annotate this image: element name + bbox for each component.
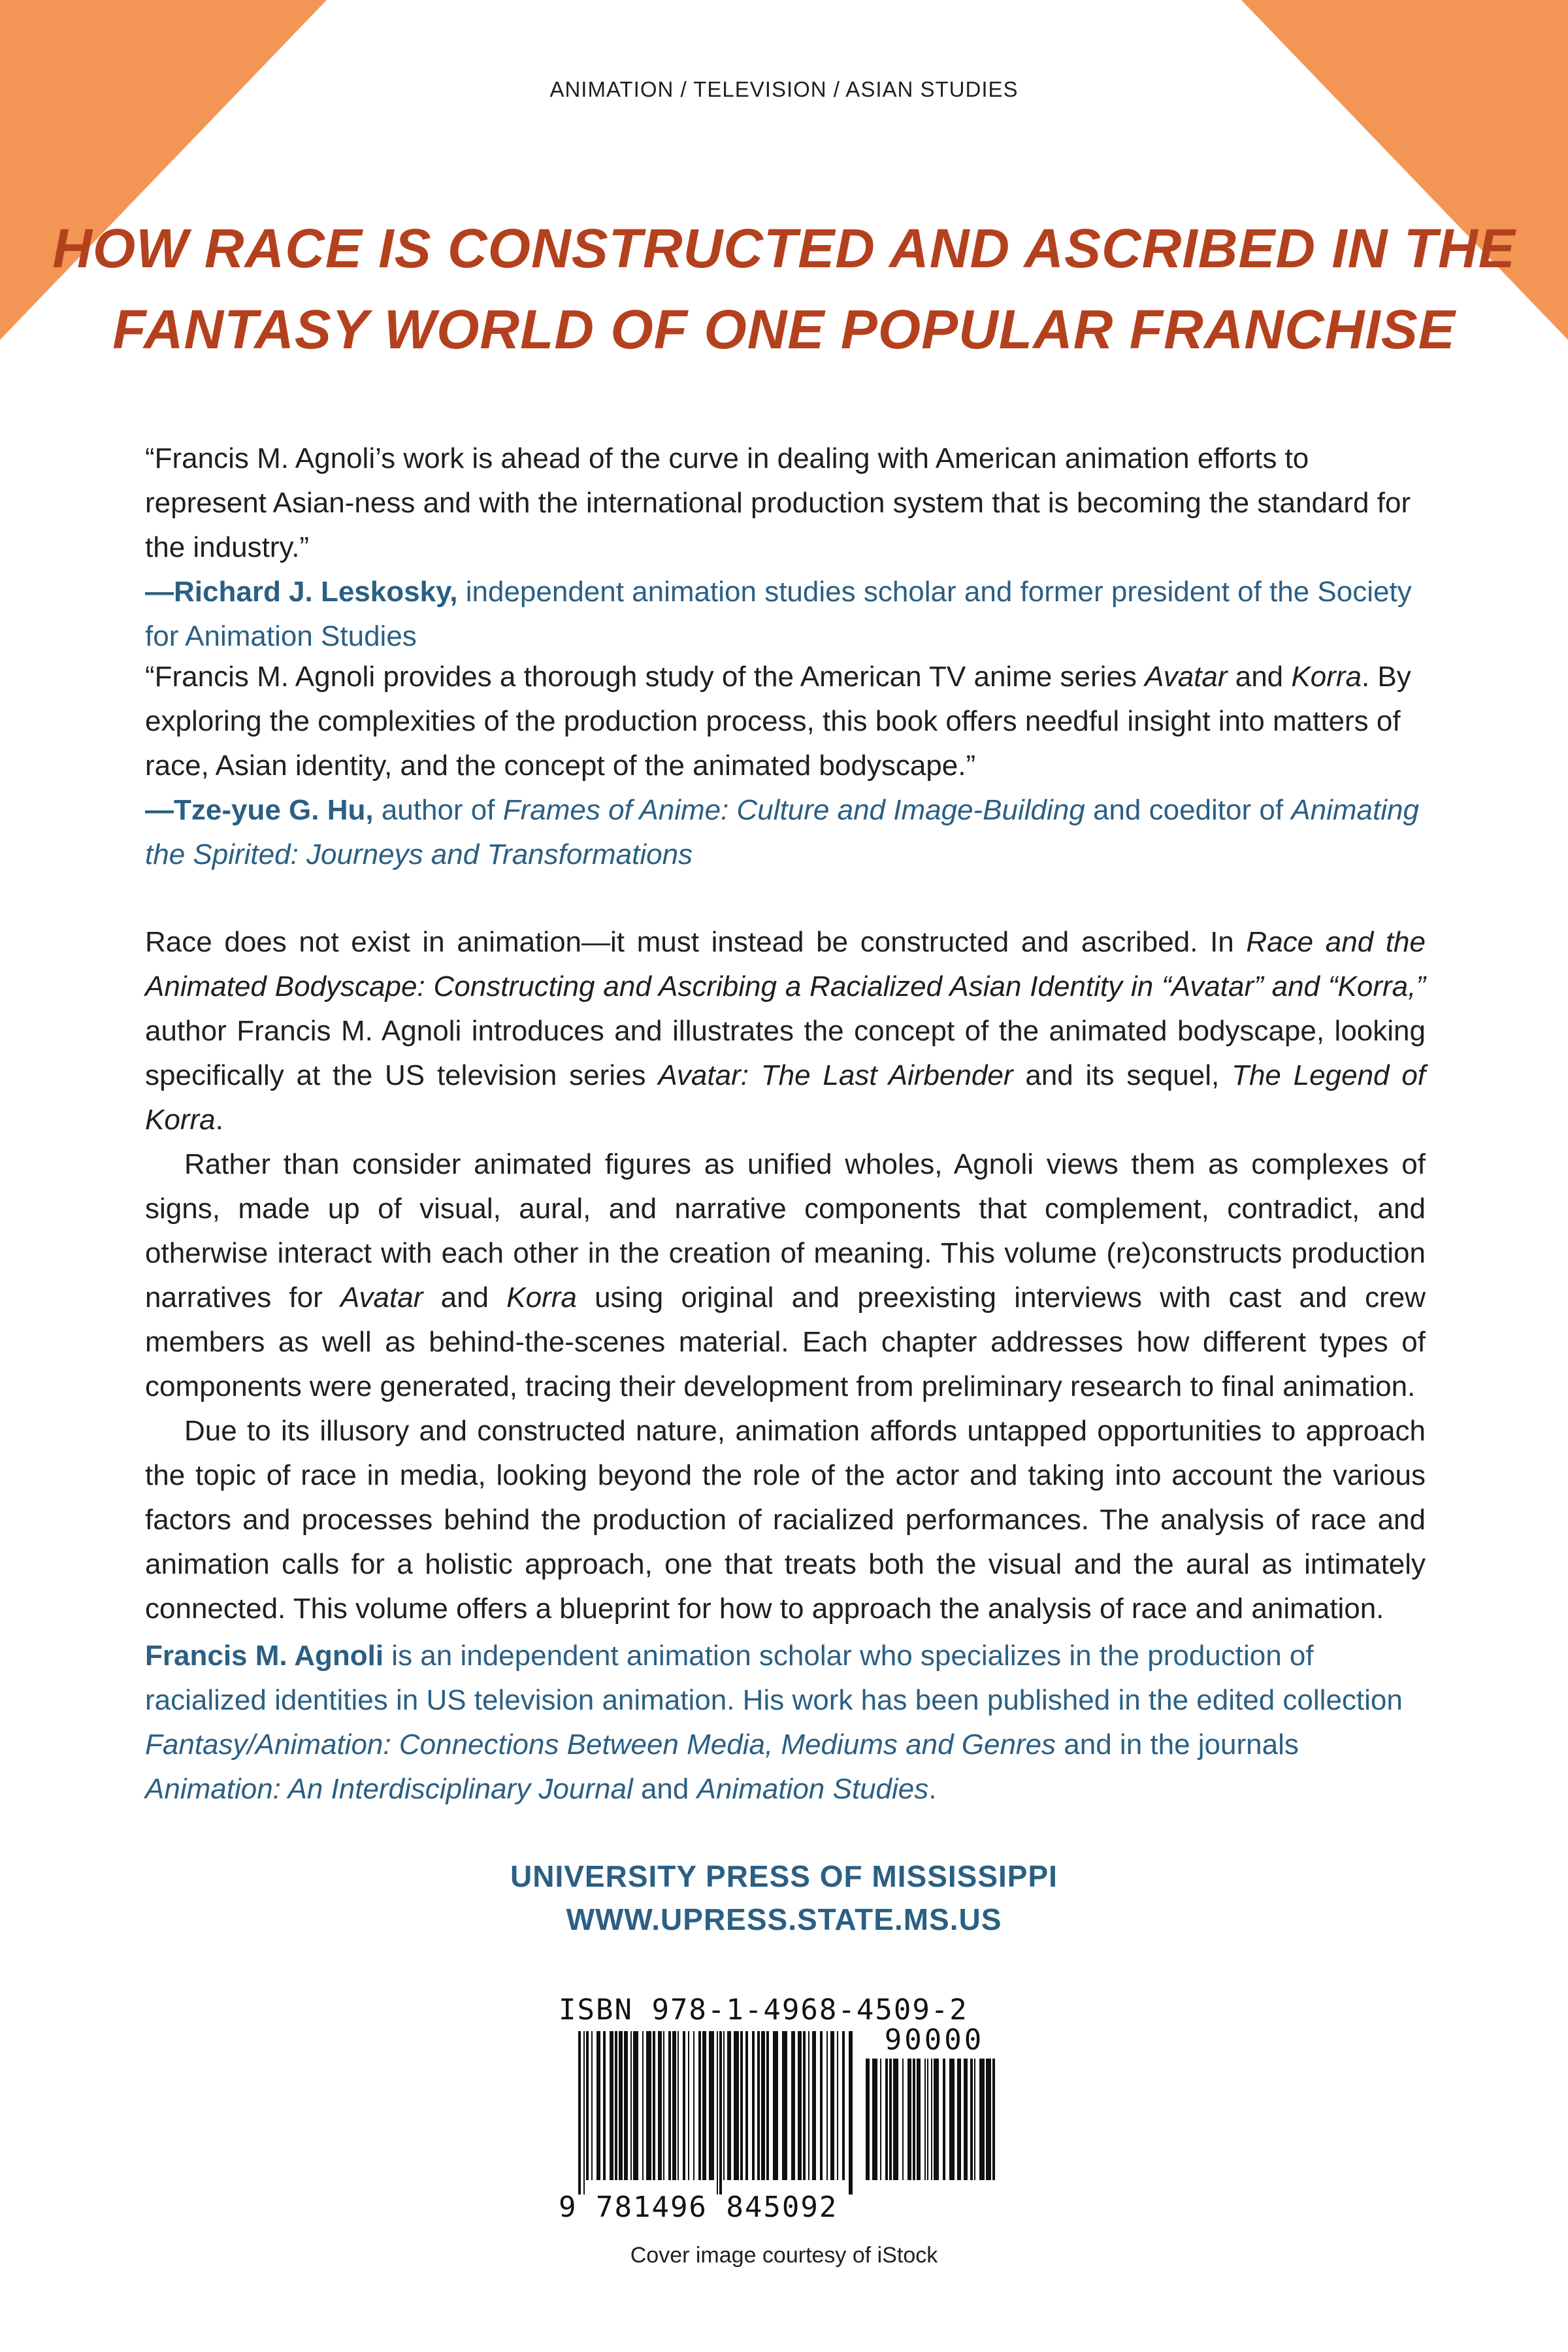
publisher-url[interactable]: WWW.UPRESS.STATE.MS.US — [566, 1902, 1002, 1936]
text: and — [632, 1773, 697, 1805]
barcode-bar — [872, 2059, 877, 2180]
headline — [0, 208, 1568, 370]
barcode-addon-bars — [866, 2059, 996, 2195]
journal-title: Animation Studies — [696, 1773, 929, 1805]
barcode-bar — [808, 2031, 809, 2180]
book-title: Fantasy/Animation: Connections Between Media, Mediums and Genres — [145, 1729, 1056, 1761]
barcode-bar — [957, 2059, 961, 2180]
barcode-bar — [578, 2031, 581, 2195]
barcode-bar — [586, 2031, 589, 2180]
barcode-bar — [745, 2031, 748, 2180]
barcode-bar — [709, 2031, 714, 2180]
endorsement-quote-2 — [145, 655, 1426, 877]
text: and in the journals — [1056, 1729, 1299, 1761]
barcode-bar — [885, 2059, 888, 2180]
description-paragraph-3: Due to its illusory and constructed nature, animation affords untapped opportunities to approach the topic of race in media, looking beyond the role of the actor and taking into account the various factors and processes behind the production of racialized performances. The analysis of race and animation calls for a holistic approach, one that treats both the visual and the aural as intimately connected. This volume offers a blueprint for how to approach the analysis of race and animation. — [145, 1415, 1426, 1625]
text: and — [423, 1282, 507, 1314]
barcode-bar — [672, 2031, 676, 2180]
barcode-bar — [615, 2031, 617, 2180]
barcode-bar — [719, 2031, 722, 2195]
barcode-bar — [812, 2031, 816, 2180]
barcode-bar — [880, 2059, 881, 2180]
barcode-bar — [683, 2031, 685, 2180]
quote-attribution — [145, 794, 1419, 870]
text: is an independent animation scholar who specializes in the production of racialized identities in US television animation. His work has been published in the edited collection — [145, 1640, 1403, 1716]
barcode-bar — [849, 2031, 853, 2195]
barcode-bar — [979, 2059, 985, 2180]
quote-attribution — [145, 576, 1412, 652]
barcode-digits: 9 781496 845092 — [559, 2191, 838, 2224]
barcode-bar — [624, 2031, 628, 2180]
series-title: Avatar — [340, 1282, 423, 1314]
barcode-bar — [830, 2031, 834, 2180]
barcode-bar — [924, 2059, 926, 2180]
attribution-name: —Tze-yue G. Hu, — [145, 794, 374, 826]
barcode-bar — [603, 2031, 606, 2180]
author-name: Francis M. Agnoli — [145, 1640, 384, 1672]
series-title: The Legend of Korra — [145, 1059, 1426, 1136]
headline-line-2: FANTASY WORLD OF ONE POPULAR FRANCHISE — [112, 299, 1456, 360]
book-title: Frames of Anime: Culture and Image-Building — [502, 794, 1085, 826]
barcode-bar — [668, 2031, 671, 2180]
author-bio — [145, 1634, 1426, 1812]
quote-text: . By exploring the complexities of the production process, this book offers needful insight into matters of race, Asian identity, and the concept of the animated bodyscape.” — [145, 661, 1411, 782]
barcode-bar — [630, 2031, 632, 2180]
text: author Francis M. Agnoli introduces and illustrates the concept of the animated bodyscape, looking specifically at the US television series — [145, 1015, 1426, 1091]
attribution-name: —Richard J. Leskosky, — [145, 576, 458, 608]
attribution-role: independent animation studies scholar and former president of the Society for Animation Studies — [145, 576, 1412, 652]
barcode-bar — [907, 2059, 911, 2180]
barcode-bar — [943, 2059, 945, 2180]
barcode-bar — [820, 2031, 823, 2180]
barcode-bar — [727, 2031, 731, 2180]
series-title: Korra — [1291, 661, 1362, 693]
barcode-bar — [766, 2031, 769, 2180]
barcode-bar — [723, 2031, 725, 2180]
text: and its sequel, — [1013, 1059, 1232, 1091]
barcode-bar — [913, 2059, 915, 2180]
text: Race does not exist in animation—it must instead be constructed and ascribed. In — [145, 926, 1247, 958]
headline-line-1: HOW RACE IS CONSTRUCTED AND ASCRIBED IN THE — [52, 218, 1516, 279]
barcode-bar — [917, 2059, 921, 2180]
barcode-bar — [889, 2059, 892, 2180]
barcode-bar — [688, 2031, 689, 2180]
barcode-bar — [974, 2059, 975, 2180]
barcode-bar — [752, 2031, 755, 2180]
journal-title: Animation: An Interdisciplinary Journal — [145, 1773, 633, 1805]
barcode-bar — [658, 2031, 662, 2180]
barcode-bar — [893, 2059, 898, 2180]
barcode-bar — [798, 2031, 802, 2180]
series-title: Avatar: The Last Airbender — [658, 1059, 1013, 1091]
barcode-bar — [866, 2059, 870, 2180]
isbn-label: ISBN 978-1-4968-4509-2 — [559, 1993, 968, 2027]
endorsement-quote-1 — [145, 437, 1426, 659]
text: Rather than consider animated figures as unified wholes, Agnoli views them as complexes of signs, made up of visual, aural, and narrative components that complement, contradict, and otherwise interact with each other in the creation of meaning. This volume (re)constructs production narratives for — [145, 1148, 1426, 1314]
price-code: 90000 — [884, 2023, 985, 2057]
barcode-main-bars — [578, 2031, 853, 2195]
barcode-bar — [646, 2031, 651, 2180]
barcode-bar — [992, 2059, 995, 2180]
book-title: Race and the Animated Bodyscape: Constructing and Ascribing a Racialized Asian Identity in “Avatar” and “Korra,” — [145, 926, 1426, 1002]
barcode-bar — [653, 2031, 655, 2180]
barcode-bar — [663, 2031, 664, 2180]
publisher-block — [0, 1855, 1568, 1941]
barcode-bar — [633, 2031, 638, 2180]
text: using original and preexisting interviews with cast and crew members as well as behind-the-scenes material. Each chapter addresses how different types of components were generated, tracing their development from preliminary research to final animation. — [145, 1282, 1426, 1402]
book-title: Animating the Spirited: Journeys and Transformations — [145, 794, 1419, 870]
publisher-name: UNIVERSITY PRESS OF MISSISSIPPI — [510, 1859, 1058, 1893]
barcode-bar — [964, 2059, 968, 2180]
barcode-bar — [782, 2031, 787, 2180]
barcode-bar — [931, 2059, 932, 2180]
category-label: ANIMATION / TELEVISION / ASIAN STUDIES — [549, 77, 1019, 101]
barcode-bar — [610, 2031, 613, 2180]
isbn-barcode — [559, 1993, 1003, 2228]
barcode-bar — [734, 2031, 739, 2180]
barcode-bar — [702, 2031, 706, 2180]
barcode-bar — [642, 2031, 644, 2180]
barcode-bar — [934, 2059, 939, 2180]
barcode-bar — [927, 2059, 928, 2180]
barcode-bar — [826, 2031, 828, 2180]
barcode-bar — [803, 2031, 806, 2180]
barcode-bar — [693, 2031, 694, 2180]
attribution-role: and coeditor of — [1085, 794, 1292, 826]
series-title: Korra — [506, 1282, 577, 1314]
barcode-bar — [591, 2031, 593, 2180]
barcode-bar — [740, 2031, 743, 2180]
barcode-bar — [842, 2031, 845, 2180]
description-paragraph-2 — [145, 1142, 1426, 1409]
barcode-bar — [761, 2031, 765, 2180]
text: . — [215, 1104, 223, 1136]
barcode-bar — [596, 2031, 600, 2180]
description-paragraph-1 — [145, 920, 1426, 1142]
barcode-bar — [837, 2031, 838, 2180]
barcode-bar — [757, 2031, 760, 2180]
barcode-bar — [902, 2059, 904, 2180]
book-description — [145, 920, 1426, 1631]
barcode-bar — [970, 2059, 973, 2180]
attribution-role: author of — [373, 794, 503, 826]
text: . — [928, 1773, 937, 1805]
quote-text: and — [1227, 661, 1292, 693]
quote-text: “Francis M. Agnoli’s work is ahead of the curve in dealing with American animation efforts to represent Asian-ness and with the international production system that is becoming the standard for the industry.” — [145, 442, 1411, 563]
barcode-bar — [678, 2031, 679, 2180]
barcode-bar — [791, 2031, 795, 2180]
barcode-bar — [986, 2059, 991, 2180]
series-title: Avatar — [1145, 661, 1228, 693]
barcode-bar — [698, 2031, 701, 2180]
quote-text: “Francis M. Agnoli provides a thorough study of the American TV anime series — [145, 661, 1145, 693]
cover-credit: Cover image courtesy of iStock — [630, 2243, 938, 2268]
barcode-bar — [583, 2031, 585, 2195]
barcode-bar — [717, 2031, 718, 2195]
barcode-bar — [619, 2031, 623, 2180]
barcode-bar — [949, 2059, 955, 2180]
barcode-bar — [773, 2031, 778, 2180]
